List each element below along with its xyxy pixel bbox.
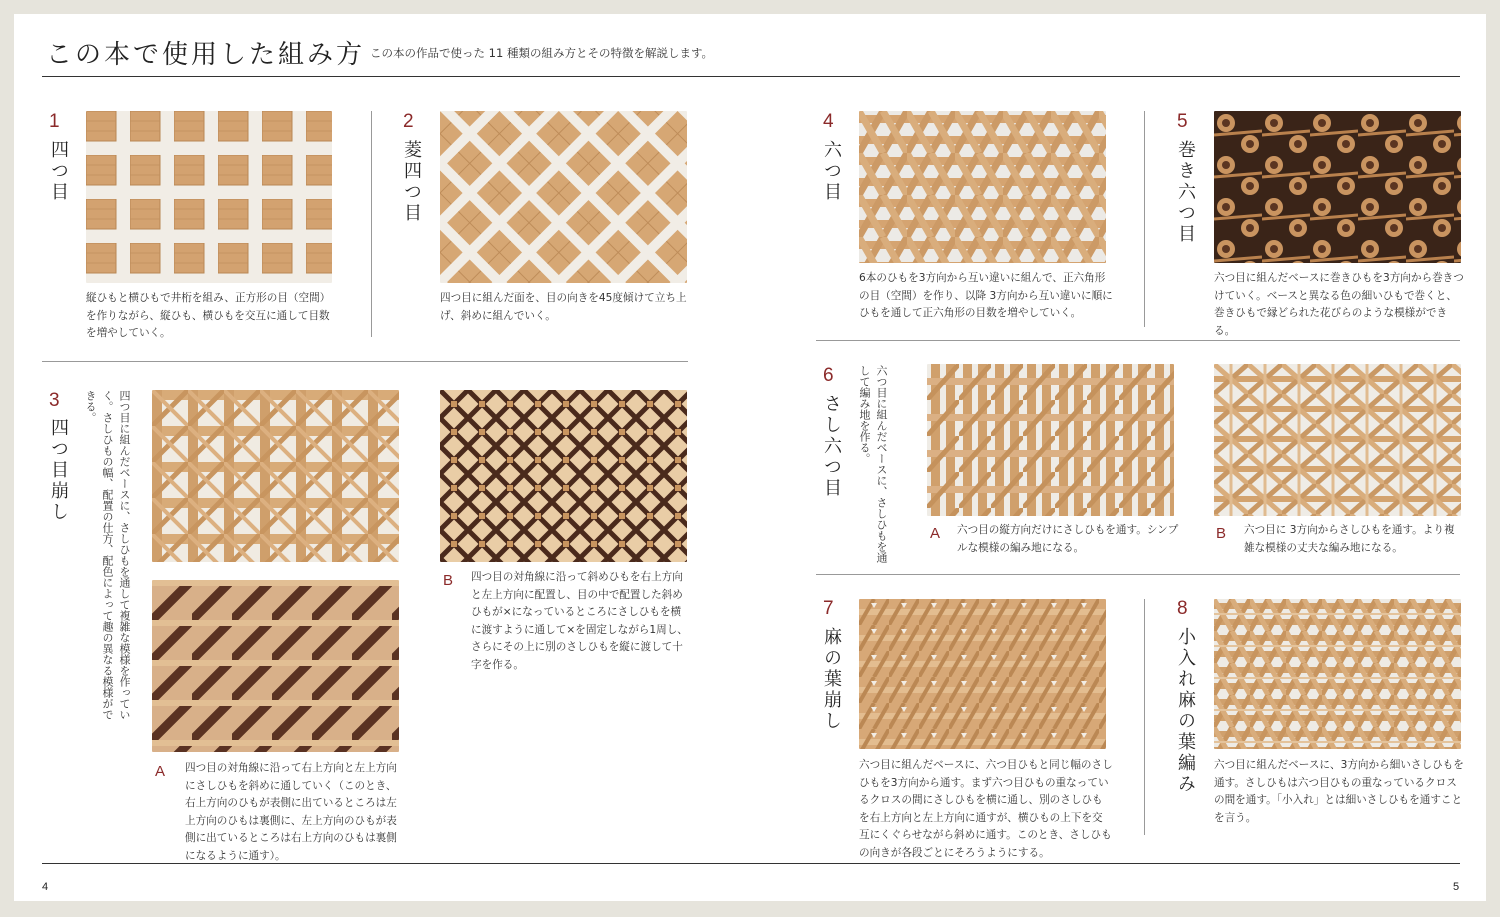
section-3-desc: 四つ目に組んだベースに、さしひもを通して複雑な模様を作っていく。さしひもの幅、配置の仕方、配色によって趣の異なる模様ができる。	[84, 390, 131, 720]
section-4-name: 六つ目	[821, 140, 842, 203]
divider-4-5	[1144, 111, 1145, 327]
section-5-number: 5	[1177, 111, 1188, 132]
section-1-desc: 縦ひもと横ひもで井桁を組み、正方形の目（空間）を作りながら、縦ひも、横ひもを交互に通して目数を増やしていく。	[86, 292, 331, 339]
section-3-b-desc: 四つ目の対角線に沿って斜めひもを右上方向と左上方向に配置し、目の中で配置した斜めひもが×になっているところにさしひもを横に渡すように通して×を固定しながら1周し、さらにその上に別のさしひもを縦に渡して十字を作る。	[471, 571, 688, 671]
section-3-name: 四つ目崩し	[48, 418, 69, 523]
section-1-name: 四つ目	[48, 140, 69, 203]
divider-left-middle	[42, 361, 688, 362]
section-6-name: さし六つ目	[821, 394, 842, 499]
section-3-b-label: B	[443, 572, 454, 589]
section-2-number: 2	[403, 111, 414, 132]
section-2-name: 菱四つ目	[401, 140, 422, 224]
section-7-desc: 六つ目に組んだベースに、六つ目ひもと同じ幅のさしひもを3方向から通す。まず六つ目ひもの重なっているクロスの間にさしひもを横に通し、別のさしひもを右上方向と左上方向に通すが、横ひもの上下を交互にくぐらせながら斜めに通す。このとき、さしひもの向きが各段ごとにそろうようにする。	[859, 759, 1113, 859]
photo-hishi-yotsume	[440, 111, 687, 283]
section-7-number: 7	[823, 598, 834, 619]
photo-maki-mutsume	[1214, 111, 1461, 263]
section-3-a-desc: 四つ目の対角線に沿って右上方向と左上方向にさしひもを斜めに通していく（このとき、右上方向のひもが表側に出ているところは左上方向のひもは裏側に、左上方向のひもが表側に出ているところは右上方向のひもは裏側になるように通す）。	[185, 762, 397, 862]
divider-7-8	[1144, 599, 1145, 835]
divider-1-2	[371, 111, 372, 337]
photo-koire-asanoha	[1214, 599, 1461, 749]
divider-right-bottom	[816, 574, 1460, 575]
section-6-b-label: B	[1216, 525, 1227, 542]
section-6-b-desc: 六つ目に 3方向からさしひもを通す。より複雑な模様の丈夫な編み地になる。	[1244, 524, 1455, 554]
section-4-desc: 6本のひもを3方向から互い違いに組んで、正六角形の目（空間）を作り、以降 3方向から互い違いに順にひもを通して正六角形の目数を増やしていく。	[859, 272, 1113, 319]
section-1-number: 1	[49, 111, 60, 132]
photo-yotsume	[86, 111, 332, 283]
section-8-number: 8	[1177, 598, 1188, 619]
page-number-left: 4	[42, 881, 49, 893]
section-7-name: 麻の葉崩し	[821, 627, 842, 732]
photo-kuzushi-a	[152, 580, 399, 752]
section-6-a-label: A	[930, 525, 941, 542]
photo-sashi-b	[1214, 364, 1461, 516]
photo-mutsume	[859, 111, 1106, 263]
section-5-name: 巻き六つ目	[1175, 140, 1196, 245]
section-3-a-label: A	[155, 763, 166, 780]
page-title: この本で使用した組み方	[46, 40, 366, 70]
section-3-number: 3	[49, 390, 60, 411]
section-8-name: 小入れ麻の葉編み	[1175, 627, 1196, 795]
section-4-number: 4	[823, 111, 834, 132]
book-spread	[14, 14, 1486, 901]
section-5-desc: 六つ目に組んだベースに巻きひもを3方向から巻きつけていく。ベースと異なる色の細いひもで巻くと、巻きひもで縁どられた花びらのような模様ができる。	[1214, 272, 1464, 337]
section-6-desc: 六つ目に組んだベースに、さしひもを通して編み地を作る。	[858, 365, 888, 563]
section-2-desc: 四つ目に組んだ面を、目の向きを45度傾けて立ち上げ、斜めに組んでいく。	[440, 292, 687, 322]
divider-right-top	[816, 340, 1460, 341]
section-8-desc: 六つ目に組んだベースに、3方向から細いさしひもを通す。さしひもは六つ目ひもの重なっているクロスの間を通す。「小入れ」とは細いさしひもを通すことを言う。	[1214, 759, 1464, 824]
page-subtitle: この本の作品で使った 11 種類の組み方とその特徴を解説します。	[370, 46, 714, 60]
photo-sashi-a	[927, 364, 1174, 516]
photo-kuzushi-b	[440, 390, 687, 562]
footer-rule	[42, 863, 1460, 864]
header-rule	[42, 76, 1460, 77]
section-6-number: 6	[823, 365, 834, 386]
section-6-a-desc: 六つ目の縦方向だけにさしひもを通す。シンプルな模様の編み地になる。	[957, 524, 1179, 554]
page-number-right: 5	[1453, 881, 1460, 893]
photo-kuzushi-1	[152, 390, 399, 562]
photo-asanoha-kuzushi	[859, 599, 1106, 749]
